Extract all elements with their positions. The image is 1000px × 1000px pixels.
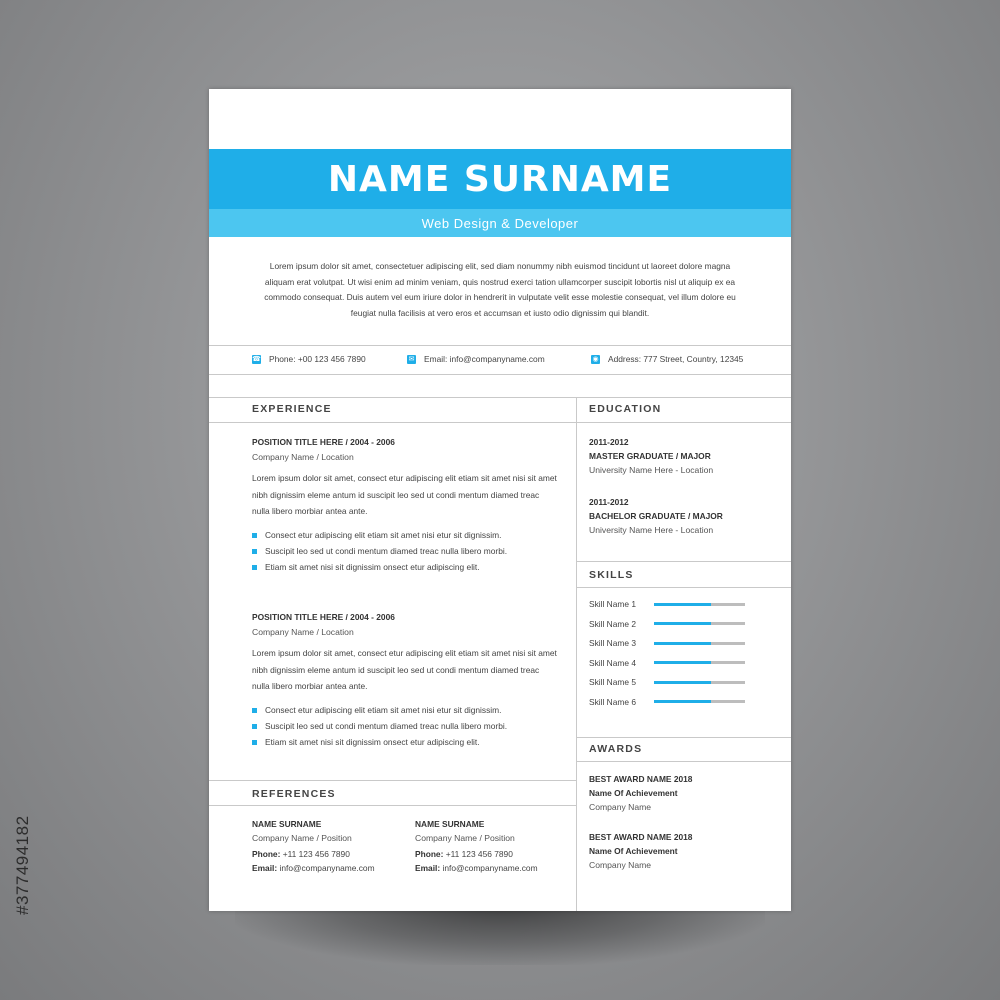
reference-name: NAME SURNAME — [415, 819, 485, 829]
divider — [209, 374, 791, 375]
skill-bar — [654, 622, 745, 625]
skill-bar-fill — [654, 622, 711, 625]
full-name: NAME SURNAME — [327, 158, 673, 200]
education-university: University Name Here - Location — [589, 465, 714, 475]
skill-bar — [654, 661, 745, 664]
job-company: Company Name / Location — [252, 627, 354, 637]
education-item — [589, 495, 723, 538]
email-text: Email: info@companyname.com — [424, 354, 545, 364]
bullet-square-icon — [252, 740, 257, 745]
email-icon: ✉ — [408, 355, 415, 363]
stock-id: #377494182 — [13, 815, 32, 915]
skill-row — [589, 697, 745, 707]
bullet-square-icon — [252, 549, 257, 554]
reference-phone: Phone: +11 123 456 7890 — [252, 849, 350, 859]
divider — [576, 737, 791, 738]
education-year: 2011-2012 — [589, 497, 629, 507]
award-achievement: Name Of Achievement — [589, 846, 678, 856]
skill-bar-fill — [654, 661, 711, 664]
experience-title: EXPERIENCE — [252, 403, 332, 415]
award-name: BEST AWARD NAME 2018 — [589, 774, 693, 784]
page-shadow — [235, 905, 765, 965]
education-university: University Name Here - Location — [589, 525, 714, 535]
job-description: Lorem ipsum dolor sit amet, consect etur adipiscing elit etiam sit amet nisi sit amet nibh dignissim eleme antum id suscipit leo sed ut condi mentum diamed treac nulla libero morbiar antea ante. — [252, 648, 557, 691]
skill-row — [589, 638, 745, 648]
reference-email: Email: info@companyname.com — [252, 863, 375, 873]
divider — [576, 761, 791, 762]
list-item: Suscipit leo sed ut condi mentum diamed treac nulla libero morbi. — [252, 718, 507, 734]
divider — [209, 345, 791, 346]
skill-bar — [654, 603, 745, 606]
name-band — [209, 149, 791, 209]
contact-phone — [252, 354, 366, 364]
job-bullets — [252, 702, 507, 750]
education-title: EDUCATION — [589, 403, 662, 415]
list-item: Consect etur adipiscing elit etiam sit amet nisi etur sit dignissim. — [252, 527, 507, 543]
skill-row — [589, 677, 745, 687]
skill-bar-fill — [654, 603, 711, 606]
skill-name: Skill Name 3 — [589, 638, 637, 648]
skill-bar-fill — [654, 700, 711, 703]
reference-name: NAME SURNAME — [252, 819, 322, 829]
references-title: REFERENCES — [252, 788, 336, 800]
address-text: Address: 777 Street, Country, 12345 — [608, 354, 744, 364]
phone-icon: ☎ — [252, 355, 261, 363]
reference-card — [252, 818, 375, 874]
reference-email: Email: info@companyname.com — [415, 863, 538, 873]
skill-bar-fill — [654, 681, 711, 684]
job-title: POSITION TITLE HERE / 2004 - 2006 — [252, 437, 395, 447]
divider — [576, 587, 791, 588]
skill-name: Skill Name 2 — [589, 618, 637, 629]
contact-address — [591, 354, 743, 364]
reference-company: Company Name / Position — [415, 833, 515, 843]
header — [209, 149, 791, 237]
award-name: BEST AWARD NAME 2018 — [589, 832, 693, 842]
skill-bar — [654, 642, 745, 645]
award-company: Company Name — [589, 860, 652, 870]
award-company: Company Name — [589, 802, 652, 812]
education-item — [589, 435, 713, 478]
list-item: Etiam sit amet nisi sit dignissim onsect etur adipiscing elit. — [252, 734, 507, 750]
skill-row — [589, 619, 745, 629]
column-divider — [576, 397, 577, 911]
award-item — [589, 830, 692, 873]
bullet-square-icon — [252, 724, 257, 729]
divider — [209, 780, 576, 781]
job-company: Company Name / Location — [252, 452, 354, 462]
intro-paragraph: Lorem ipsum dolor sit amet, consectetuer adipiscing elit, sed diam nonummy nibh euismod tincidunt ut laoreet dolore magna aliquam erat volutpat. Ut wisi enim ad minim veniam, quis nostrud exerci tation ullamcorper suscipit lobortis nisl ut aliquip ex ea commodo consequat. Duis autem vel eum iriure dolor in hendrerit in vulputate velit esse molestie consequat, vel illum dolore eu feugiat nulla facilisis at vero eros et accumsan et iusto odio dignissim qui blandit. — [264, 261, 736, 318]
divider — [209, 805, 576, 806]
skill-name: Skill Name 1 — [589, 599, 637, 609]
skills-title: SKILLS — [589, 569, 634, 581]
list-item: Etiam sit amet nisi sit dignissim onsect etur adipiscing elit. — [252, 559, 507, 575]
role-band — [209, 209, 791, 237]
bullet-square-icon — [252, 708, 257, 713]
divider — [576, 561, 791, 562]
education-year: 2011-2012 — [589, 437, 629, 447]
skill-row — [589, 658, 745, 668]
bullet-square-icon — [252, 565, 257, 570]
job-bullets — [252, 527, 507, 575]
skill-bar — [654, 681, 745, 684]
skill-row — [589, 599, 745, 609]
awards-title: AWARDS — [589, 743, 643, 755]
skill-bar-fill — [654, 642, 711, 645]
job-role: Web Design & Developer — [421, 215, 579, 231]
globe-icon: ◉ — [592, 355, 599, 363]
list-item: Consect etur adipiscing elit etiam sit amet nisi etur sit dignissim. — [252, 702, 507, 718]
skill-name: Skill Name 6 — [589, 696, 637, 707]
skill-bar — [654, 700, 745, 703]
job-title: POSITION TITLE HERE / 2004 - 2006 — [252, 612, 395, 622]
skill-name: Skill Name 5 — [589, 677, 637, 687]
award-item — [589, 772, 692, 815]
education-degree: MASTER GRADUATE / MAJOR — [589, 451, 711, 461]
phone-text: Phone: +00 123 456 7890 — [269, 354, 366, 364]
skill-name: Skill Name 4 — [589, 657, 637, 668]
job-description: Lorem ipsum dolor sit amet, consect etur adipiscing elit etiam sit amet nisi sit amet nibh dignissim eleme antum id suscipit leo sed ut condi mentum diamed treac nulla libero morbiar antea ante. — [252, 473, 557, 516]
reference-phone: Phone: +11 123 456 7890 — [415, 849, 513, 859]
education-degree: BACHELOR GRADUATE / MAJOR — [589, 511, 723, 521]
divider — [209, 422, 791, 423]
reference-company: Company Name / Position — [252, 833, 352, 843]
reference-card — [415, 818, 538, 874]
resume-page — [209, 89, 791, 911]
contact-email — [407, 354, 545, 364]
award-achievement: Name Of Achievement — [589, 788, 678, 798]
list-item: Suscipit leo sed ut condi mentum diamed treac nulla libero morbi. — [252, 543, 507, 559]
bullet-square-icon — [252, 533, 257, 538]
divider — [209, 397, 791, 398]
